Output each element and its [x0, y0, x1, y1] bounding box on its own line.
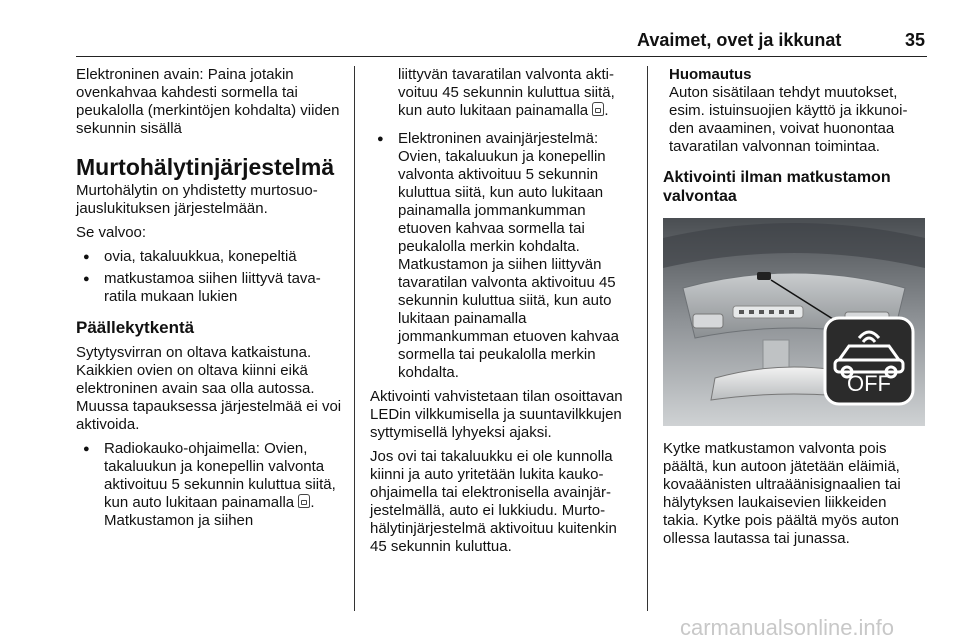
list-item: ● matkustamoa siihen liittyvä tavaratila mukaan lukien — [76, 270, 344, 306]
column-divider — [647, 66, 648, 611]
electronic-key-list — [370, 130, 632, 382]
list-item: ● Elektroninen avainjärjestelmä: Ovien, takaluukun ja konepellin valvonta aktivoituu 5 sekunnin kuluttua siitä, kun auto lukitaan painamalla jommankumman etuoven kahvaa sormella tai peukalolla merkin kohdalta. Matkustamon ja siihen liittyvän tavaratilan valvonta aktivoituu 45 sekunnin kuluttua siitä, kun auto lukitaan painamalla jommankumman etuoven kahvaa sormella tai peukalolla merkin kohdalta. — [370, 130, 632, 382]
confirmation-paragraph: Aktivointi vahvistetaan tilan osoittavan LEDin vilkkumisella ja suuntavilkkujen syttymisellä lyhyeksi ajaksi. — [370, 388, 623, 441]
lock-icon — [592, 102, 604, 116]
activation-conditions: Sytytysvirran on oltava katkaistuna. Kaikkien ovien on oltava kiinni eikä elektroninen avain saa olla autossa. Muussa tapauksessa järjestelmää ei voi aktivoida. — [76, 344, 342, 433]
continued-text: liittyvän tavaratilan valvonta aktivoituu 45 sekunnin kuluttua siitä, kun auto lukitaan painamalla . — [398, 66, 615, 119]
page-header — [637, 30, 927, 54]
lock-icon — [298, 494, 310, 508]
note-title: Huomautus — [669, 66, 752, 83]
monitors-label: Se valvoo: — [76, 224, 147, 241]
watermark: carmanualsonline.info — [680, 615, 895, 640]
header-rule — [76, 56, 927, 57]
alarm-system-heading: Murtohälytinjärjestelmä — [76, 154, 335, 180]
activation-list — [76, 440, 344, 530]
disable-monitoring-paragraph: Kytke matkustamon valvonta pois päältä, kun autoon jätetään eläimiä, kovaäänisten ultraäänisignaalien tai hälytyksen laukaisevien liikkeiden takia. Kytke pois päältä myös auton ollessa lautassa tai junassa. — [663, 440, 901, 547]
list-item: ● ovia, takaluukkua, konepeltiä — [76, 248, 344, 266]
section-title: Avaimet, ovet ja ikkunat — [637, 30, 842, 50]
column-middle — [370, 66, 632, 562]
door-open-paragraph: Jos ovi tai takaluukku ei ole kunnolla kiinni ja auto yritetään lukita kaukoohjaimella tai elektronisella avainjärjestelmällä, auto ei lukkiudu. Murtohälytinjärjestelmä aktivoituu kuitenkin 45 sekunnin kuluttua. — [370, 448, 617, 555]
intro-paragraph: Elektroninen avain: Paina jotakin ovenkahvaa kahdesti sormella tai peukalolla (merkintöjen kohdalta) viiden sekunnin sisällä — [76, 66, 340, 137]
no-interior-monitoring-heading: Aktivointi ilman matkustamon valvontaa — [663, 169, 891, 205]
page-number: 35 — [904, 30, 925, 50]
list-item: ● Radiokauko-ohjaimella: Ovien, takaluukun ja konepellin valvonta aktivoituu 5 sekunnin kuluttua siitä, kun auto lukitaan painamalla . Matkustamon ja siihen — [76, 440, 344, 530]
off-button-label: OFF — [847, 371, 891, 396]
monitor-list — [76, 248, 344, 306]
activation-heading: Päällekytkentä — [76, 318, 195, 337]
column-divider — [354, 66, 355, 611]
column-right — [663, 66, 925, 554]
note-body: Auton sisätilaan tehdyt muutokset, esim. istuinsuojien käyttö ja ikkunoiden avaaminen, voivat huonontaa tavaratilan valvonnan toimintaa. — [669, 84, 908, 155]
alarm-description: Murtohälytin on yhdistetty murtosuojauslukituksen järjestelmään. — [76, 182, 318, 217]
overhead-console-photo — [663, 218, 925, 426]
column-left — [76, 66, 344, 536]
